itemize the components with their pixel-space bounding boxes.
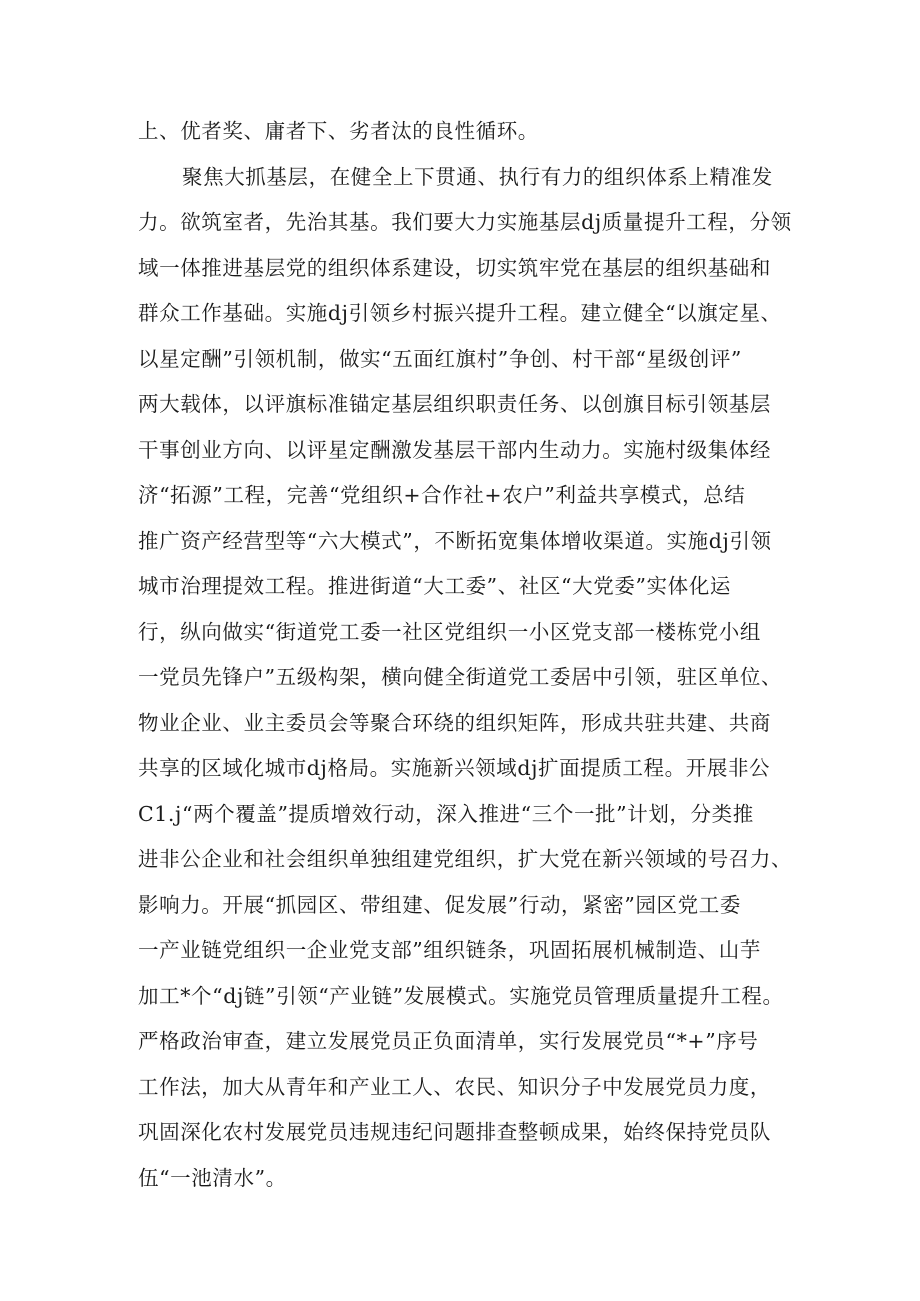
text-line: 群众工作基础。实施dj引领乡村振兴提升工程。建立健全“以旗定星、 [138, 301, 782, 325]
text-line: 以星定酬”引领机制，做实“五面红旗村”争创、村干部“星级创评” [138, 346, 742, 371]
text-line: 严格政治审查，建立发展党员正负面清单，实行发展党员“*+”序号 [138, 1029, 759, 1053]
text-line: 城市治理提效工程。推进街道“大工委”、社区“大党委”实体化运 [138, 574, 731, 598]
text-line: 济“拓源”工程，完善“党组织+合作社+农户”利益共享模式，总结 [138, 483, 746, 507]
text-line: 进非公企业和社会组织单独组建党组织，扩大党在新兴领域的号召力、 [138, 847, 793, 871]
text-line: 一党员先锋户”五级构架，横向健全街道党工委居中引领，驻区单位、 [138, 665, 783, 689]
text-line: 加工*个“dj链”引领“产业链”发展模式。实施党员管理质量提升工程。 [138, 983, 784, 1008]
document-page [138, 109, 798, 1201]
text-line: 共享的区域化城市dj格局。实施新兴领域dj扩面提质工程。开展非公 [138, 756, 771, 780]
text-line: 两大载体，以评旗标准锚定基层组织职责任务、以创旗目标引领基层 [138, 392, 771, 416]
text-line: 力。欲筑室者，先治其基。我们要大力实施基层dj质量提升工程，分领 [138, 210, 792, 234]
text-line: 推广资产经营型等“六大模式”，不断拓宽集体增收渠道。实施dj引领 [138, 528, 772, 553]
text-line: 一产业链党组织一企业党支部”组织链条，巩固拓展机械制造、山芋 [138, 938, 761, 962]
text-line: 伍“一池清水”。 [138, 1165, 287, 1190]
text-line: 巩固深化农村发展党员违规违纪问题排查整顿成果，始终保持党员队 [138, 1120, 771, 1144]
text-line: C1.j“两个覆盖”提质增效行动，深入推进“三个一批”计划，分类推 [138, 801, 754, 826]
paragraph-first-line: 聚焦大抓基层，在健全上下贯通、执行有力的组织体系上精准发 [182, 164, 773, 189]
text-line: 物业企业、业主委员会等聚合环绕的组织矩阵，形成共驻共建、共商 [138, 710, 771, 735]
text-line: 行，纵向做实“街道党工委一社区党组织一小区党支部一楼栋党小组 [138, 619, 761, 644]
text-line: 干事创业方向、以评星定酬激发基层干部内生动力。实施村级集体经 [138, 437, 771, 462]
text-line: 上、优者奖、庸者下、劣者汰的良性循环。 [138, 119, 539, 143]
text-line: 影响力。开展“抓园区、带组建、促发展”行动，紧密”园区党工委 [138, 892, 741, 917]
text-line: 工作法，加大从青年和产业工人、农民、知识分子中发展党员力度， [138, 1074, 771, 1099]
text-line: 域一体推进基层党的组织体系建设，切实筑牢党在基层的组织基础和 [138, 255, 771, 280]
